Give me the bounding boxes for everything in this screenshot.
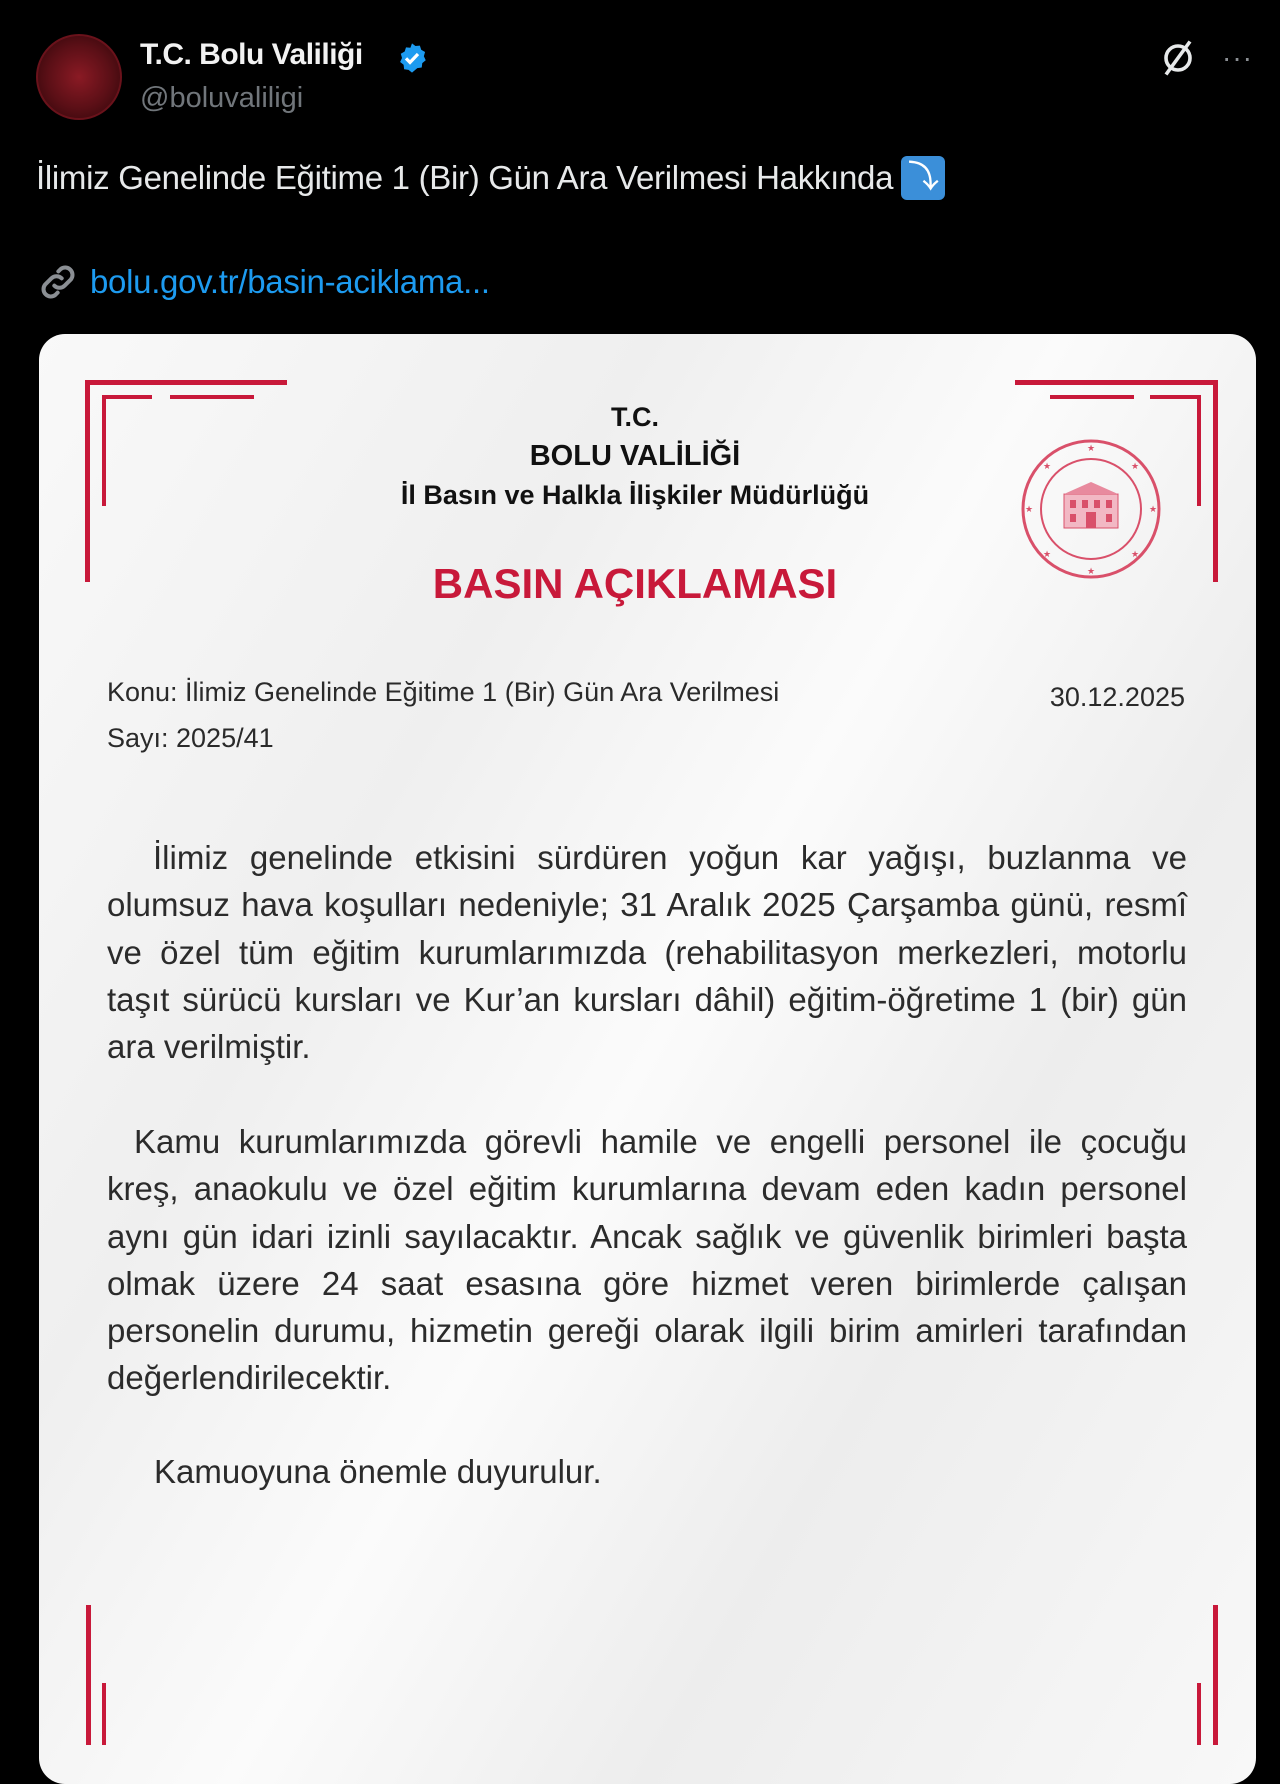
corner-decoration — [86, 380, 287, 385]
subject-line: Konu: İlimiz Genelinde Eğitime 1 (Bir) Gün Ara Verilmesi — [107, 677, 780, 707]
corner-decoration — [86, 1605, 91, 1745]
svg-text:★: ★ — [1148, 504, 1158, 514]
corner-decoration — [102, 1683, 106, 1745]
document-title: BASIN AÇIKLAMASI — [432, 560, 838, 607]
corner-decoration — [1213, 1605, 1218, 1745]
body-paragraph-1: İlimiz genelinde etkisini sürdüren yoğun kar yağışı, buzlanma ve olumsuz hava koşulları nedeniyle; 31 Aralık 2025 Çarşamba günü, resmî ve özel tüm eğitim kurumlarımızda (rehabilitasyon merkezleri, motorlu taşıt sürücü kursları ve Kur’an kursları dâhil) eğitim-öğretime 1 (bir) gün ara verilmiştir. — [107, 839, 1187, 1066]
tweet-text-content: İlimiz Genelinde Eğitime 1 (Bir) Gün Ara Verilmesi Hakkında — [36, 159, 894, 196]
svg-text:★: ★ — [1042, 461, 1052, 471]
verified-badge-icon — [396, 42, 428, 74]
author-name[interactable]: T.C. Bolu Valiliği — [140, 38, 363, 71]
corner-decoration — [170, 395, 254, 399]
svg-text:★: ★ — [1086, 443, 1096, 453]
document-date: 30.12.2025 — [1049, 682, 1185, 712]
corner-decoration — [1150, 395, 1200, 399]
avatar[interactable] — [36, 34, 122, 120]
corner-decoration — [102, 395, 152, 399]
arrow-down-emoji-icon: ⤵ — [901, 156, 945, 200]
grok-icon[interactable] — [1160, 38, 1196, 78]
svg-text:★: ★ — [1086, 566, 1096, 576]
author-handle[interactable]: @boluvaliligi — [140, 82, 304, 114]
document-number: Sayı: 2025/41 — [107, 723, 274, 753]
header-department: İl Basın ve Halkla İlişkiler Müdürlüğü — [400, 480, 870, 510]
corner-decoration — [1050, 395, 1134, 399]
svg-text:★: ★ — [1130, 461, 1140, 471]
bolu-valiligi-seal-icon — [1020, 438, 1162, 580]
tweet-text — [36, 156, 945, 200]
more-icon[interactable]: ··· — [1222, 42, 1253, 73]
svg-text:★: ★ — [1042, 549, 1052, 559]
corner-decoration — [1197, 1683, 1201, 1745]
link-url[interactable]: bolu.gov.tr/basin-aciklama... — [90, 263, 490, 300]
header-tc: T.C. — [610, 402, 659, 432]
link-row[interactable] — [36, 260, 490, 304]
header-institution: BOLU VALİLİĞİ — [529, 440, 741, 472]
svg-text:★: ★ — [1024, 504, 1034, 514]
corner-decoration — [1015, 380, 1217, 385]
link-icon — [36, 260, 80, 304]
body-paragraph-3: Kamuoyuna önemle duyurulur. — [154, 1453, 602, 1490]
svg-text:★: ★ — [1130, 549, 1140, 559]
body-paragraph-2: Kamu kurumlarımızda görevli hamile ve engelli personel ile çocuğu kreş, anaokulu ve özel eğitim kurumlarına devam eden kadın personel aynı gün idari izinli sayılacaktır. Ancak sağlık ve güvenlik birimleri başta olmak üzere 24 saat esasına göre hizmet veren birimlerde çalışan personelin durumu, hizmetin gereği olarak ilgili birim amirleri tarafından değerlendirilecektir. — [107, 1123, 1187, 1397]
